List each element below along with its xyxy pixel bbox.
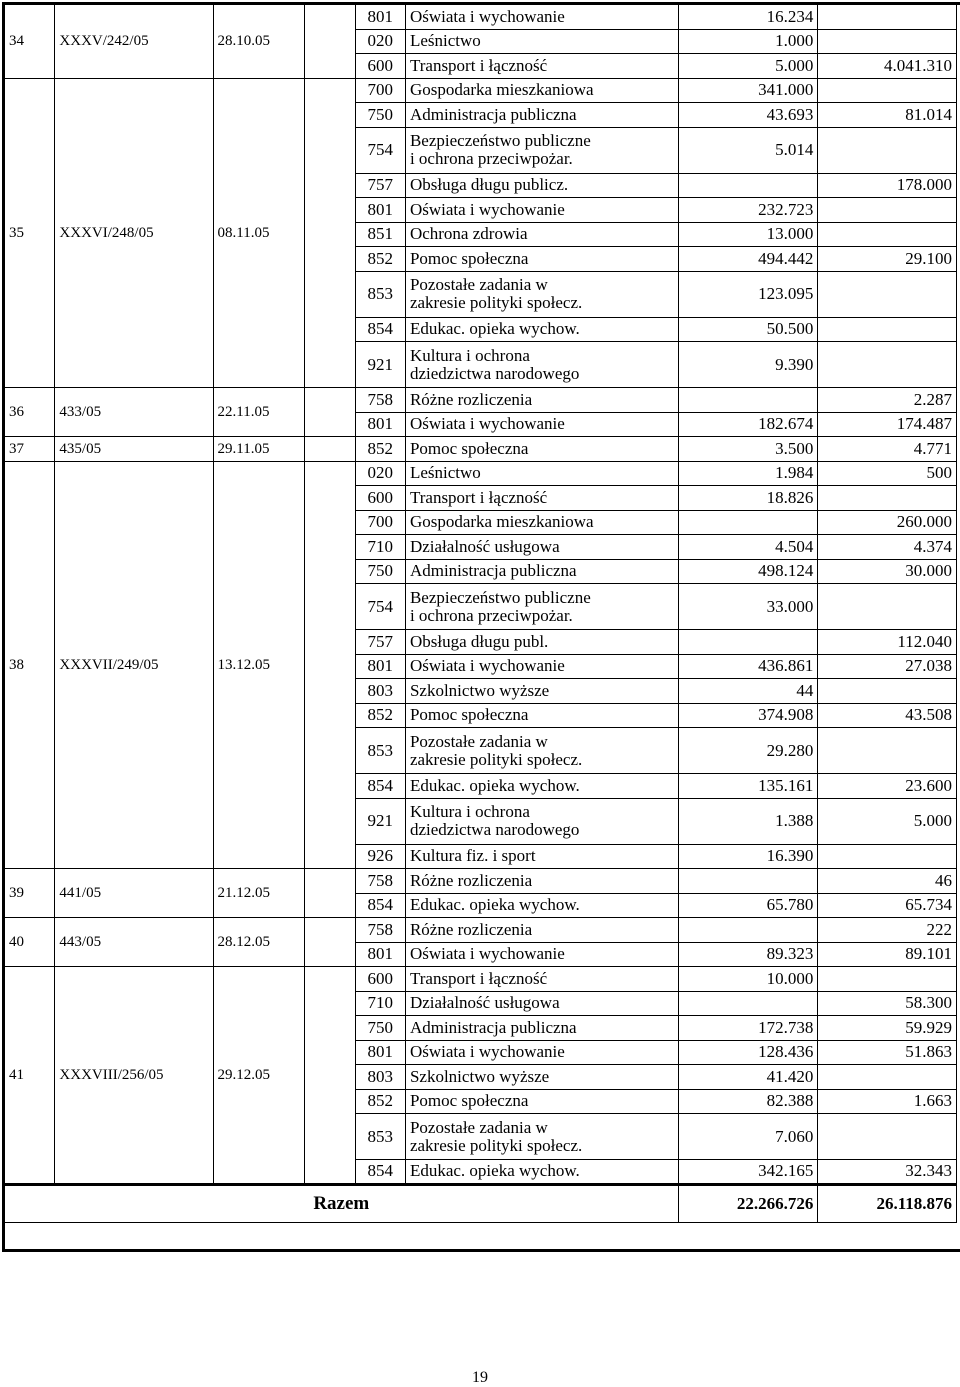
- table-row: [5, 437, 957, 462]
- section-name: [405, 222, 678, 247]
- section-name-line: Oświata i wychowanie: [409, 414, 565, 434]
- decrease-amount: 494.442: [678, 247, 818, 272]
- decrease-amount: 50.500: [678, 317, 818, 342]
- section-name: [405, 510, 678, 535]
- section-name-line: Pomoc społeczna: [409, 438, 529, 458]
- section-name: [405, 679, 678, 704]
- increase-amount: 59.929: [818, 1016, 957, 1041]
- decrease-amount: 89.323: [678, 942, 818, 967]
- increase-amount: [818, 342, 957, 388]
- section-code: 926: [355, 844, 405, 869]
- section-name-line-2: dziedzictwa narodowego: [409, 820, 580, 839]
- section-code: 801: [355, 412, 405, 437]
- decrease-amount: [678, 630, 818, 655]
- increase-amount: 4.374: [818, 535, 957, 560]
- section-name-line: Transport i łączność: [409, 487, 548, 507]
- increase-amount: 178.000: [818, 173, 957, 198]
- section-name-line: Oświata i wychowanie: [409, 199, 565, 219]
- summary-increases: 26.118.876: [818, 1184, 957, 1222]
- increase-amount: 46: [818, 869, 957, 894]
- increase-amount: 112.040: [818, 630, 957, 655]
- section-code: 852: [355, 1089, 405, 1114]
- section-name: [405, 271, 678, 317]
- section-name-line: Gospodarka mieszkaniowa: [409, 512, 594, 532]
- section-name: [405, 29, 678, 54]
- section-code: 758: [355, 869, 405, 894]
- section-name-line: Kultura fiz. i sport: [409, 846, 536, 866]
- section-code: 801: [355, 942, 405, 967]
- section-name-line: Leśnictwo: [409, 31, 481, 51]
- section-name: [405, 412, 678, 437]
- spacer-cell: [305, 461, 355, 869]
- section-name: [405, 703, 678, 728]
- section-code: 754: [355, 584, 405, 630]
- section-name: [405, 127, 678, 173]
- section-name: [405, 774, 678, 799]
- increase-amount: 89.101: [818, 942, 957, 967]
- section-name-line: Gospodarka mieszkaniowa: [409, 80, 594, 100]
- section-name: [405, 173, 678, 198]
- increase-amount: 5.000: [818, 798, 957, 844]
- section-name: [405, 559, 678, 584]
- increase-amount: 43.508: [818, 703, 957, 728]
- table-row: [5, 5, 957, 30]
- resolution-number: XXXVII/249/05: [55, 461, 213, 869]
- section-name: [405, 5, 678, 30]
- section-name: [405, 1160, 678, 1185]
- section-name-line: Ochrona zdrowia: [409, 224, 528, 244]
- section-name-line: Pozostałe zadania w: [409, 731, 548, 751]
- decrease-amount: 172.738: [678, 1016, 818, 1041]
- table-row: [5, 967, 957, 992]
- increase-amount: [818, 1065, 957, 1090]
- section-name-line: Leśnictwo: [409, 463, 481, 483]
- section-name: [405, 54, 678, 79]
- decrease-amount: 3.500: [678, 437, 818, 462]
- row-number: 37: [5, 437, 55, 462]
- section-code: 758: [355, 918, 405, 943]
- row-number: 39: [5, 869, 55, 918]
- section-name-line: Oświata i wychowanie: [409, 656, 565, 676]
- section-name-line-2: i ochrona przeciwpożar.: [409, 149, 573, 168]
- section-code: 700: [355, 78, 405, 103]
- resolution-number: 433/05: [55, 388, 213, 437]
- spacer-cell: [305, 388, 355, 437]
- section-code: 801: [355, 1040, 405, 1065]
- section-name: [405, 486, 678, 511]
- section-name-line: Pomoc społeczna: [409, 705, 529, 725]
- section-name: [405, 317, 678, 342]
- section-name-line-2: i ochrona przeciwpożar.: [409, 605, 573, 625]
- decrease-amount: 5.000: [678, 54, 818, 79]
- table-row: [5, 461, 957, 486]
- resolution-number: XXXVIII/256/05: [55, 967, 213, 1185]
- section-name-line: Działalność usługowa: [409, 536, 560, 556]
- budget-changes-table: [4, 4, 957, 1223]
- section-name-line: Różne rozliczenia: [409, 870, 533, 890]
- resolution-date: 29.11.05: [213, 437, 305, 462]
- section-name: [405, 918, 678, 943]
- section-code: 600: [355, 486, 405, 511]
- decrease-amount: 1.388: [678, 798, 818, 844]
- decrease-amount: 4.504: [678, 535, 818, 560]
- increase-amount: [818, 728, 957, 774]
- section-code: 852: [355, 703, 405, 728]
- section-name-line: Kultura i ochrona: [409, 802, 530, 821]
- decrease-amount: 436.861: [678, 654, 818, 679]
- section-name-line: Pozostałe zadania w: [409, 1117, 548, 1137]
- decrease-amount: 9.390: [678, 342, 818, 388]
- increase-amount: 23.600: [818, 774, 957, 799]
- increase-amount: 174.487: [818, 412, 957, 437]
- section-name-line: Edukac. opieka wychow.: [409, 319, 580, 339]
- section-code: 853: [355, 1114, 405, 1160]
- summary-label: Razem: [5, 1184, 679, 1222]
- section-code: 921: [355, 342, 405, 388]
- decrease-amount: 498.124: [678, 559, 818, 584]
- decrease-amount: 18.826: [678, 486, 818, 511]
- row-number: 35: [5, 78, 55, 388]
- resolution-date: 08.11.05: [213, 78, 305, 388]
- section-name: [405, 1040, 678, 1065]
- section-name: [405, 1065, 678, 1090]
- increase-amount: [818, 486, 957, 511]
- decrease-amount: [678, 388, 818, 413]
- resolution-number: XXXV/242/05: [55, 5, 213, 79]
- row-number: 40: [5, 918, 55, 967]
- section-name-line: Bezpieczeństwo publiczne: [409, 131, 591, 150]
- decrease-amount: [678, 991, 818, 1016]
- section-name-line: Administracja publiczna: [409, 561, 577, 581]
- section-name-line: Edukac. opieka wychow.: [409, 1161, 580, 1181]
- decrease-amount: 1.984: [678, 461, 818, 486]
- section-name: [405, 103, 678, 128]
- section-name-line: Administracja publiczna: [409, 104, 577, 124]
- decrease-amount: 123.095: [678, 271, 818, 317]
- section-name: [405, 584, 678, 630]
- section-name: [405, 991, 678, 1016]
- section-code: 020: [355, 29, 405, 54]
- increase-amount: [818, 679, 957, 704]
- resolution-date: 13.12.05: [213, 461, 305, 869]
- section-code: 852: [355, 437, 405, 462]
- section-code: 803: [355, 1065, 405, 1090]
- decrease-amount: 135.161: [678, 774, 818, 799]
- decrease-amount: 341.000: [678, 78, 818, 103]
- increase-amount: 2.287: [818, 388, 957, 413]
- section-name-line: Bezpieczeństwo publiczne: [409, 587, 591, 607]
- decrease-amount: 5.014: [678, 127, 818, 173]
- row-number: 41: [5, 967, 55, 1185]
- decrease-amount: 182.674: [678, 412, 818, 437]
- decrease-amount: [678, 869, 818, 894]
- section-code: 851: [355, 222, 405, 247]
- increase-amount: [818, 584, 957, 630]
- table-row: [5, 78, 957, 103]
- section-name: [405, 942, 678, 967]
- section-name-line: Edukac. opieka wychow.: [409, 895, 580, 915]
- spacer-cell: [305, 918, 355, 967]
- section-code: 757: [355, 630, 405, 655]
- section-name: [405, 437, 678, 462]
- summary-row: [5, 1184, 957, 1222]
- decrease-amount: 128.436: [678, 1040, 818, 1065]
- spacer-cell: [305, 869, 355, 918]
- resolution-date: 28.12.05: [213, 918, 305, 967]
- section-name: [405, 1016, 678, 1041]
- section-code: 600: [355, 54, 405, 79]
- section-code: 710: [355, 991, 405, 1016]
- section-code: 852: [355, 247, 405, 272]
- decrease-amount: 29.280: [678, 728, 818, 774]
- section-name-line: Oświata i wychowanie: [409, 6, 565, 26]
- increase-amount: 4.771: [818, 437, 957, 462]
- increase-amount: 51.863: [818, 1040, 957, 1065]
- decrease-amount: 10.000: [678, 967, 818, 992]
- section-code: 600: [355, 967, 405, 992]
- section-name: [405, 654, 678, 679]
- section-name-line: Administracja publiczna: [409, 1017, 577, 1037]
- resolution-number: 443/05: [55, 918, 213, 967]
- increase-amount: 222: [818, 918, 957, 943]
- section-name: [405, 461, 678, 486]
- decrease-amount: 16.390: [678, 844, 818, 869]
- increase-amount: [818, 271, 957, 317]
- decrease-amount: 65.780: [678, 893, 818, 918]
- section-name-line: Działalność usługowa: [409, 993, 560, 1013]
- section-name: [405, 1114, 678, 1160]
- section-code: 750: [355, 559, 405, 584]
- section-name-line: Pozostałe zadania w: [409, 275, 548, 294]
- section-code: 758: [355, 388, 405, 413]
- increase-amount: 32.343: [818, 1160, 957, 1185]
- section-code: 801: [355, 5, 405, 30]
- section-name-line-2: zakresie polityki społecz.: [409, 749, 583, 769]
- section-name: [405, 728, 678, 774]
- section-name-line: Transport i łączność: [409, 968, 548, 988]
- section-name-line: Kultura i ochrona: [409, 345, 530, 365]
- increase-amount: [818, 198, 957, 223]
- section-code: 854: [355, 1160, 405, 1185]
- decrease-amount: 43.693: [678, 103, 818, 128]
- section-code: 803: [355, 679, 405, 704]
- section-name-line: Szkolnictwo wyższe: [409, 680, 550, 700]
- section-name-line: Obsługa długu publ.: [409, 631, 549, 651]
- decrease-amount: 82.388: [678, 1089, 818, 1114]
- row-number: 38: [5, 461, 55, 869]
- resolution-date: 29.12.05: [213, 967, 305, 1185]
- section-name-line: Transport i łączność: [409, 55, 548, 75]
- increase-amount: [818, 222, 957, 247]
- section-code: 921: [355, 798, 405, 844]
- decrease-amount: 374.908: [678, 703, 818, 728]
- increase-amount: [818, 127, 957, 173]
- section-code: 020: [355, 461, 405, 486]
- section-name: [405, 630, 678, 655]
- increase-amount: [818, 29, 957, 54]
- page-number: 19: [472, 1369, 488, 1386]
- increase-amount: [818, 844, 957, 869]
- section-name-line: Różne rozliczenia: [409, 389, 533, 409]
- increase-amount: 65.734: [818, 893, 957, 918]
- table-row: [5, 388, 957, 413]
- section-name-line: Oświata i wychowanie: [409, 1042, 565, 1062]
- spacer-cell: [305, 78, 355, 388]
- spacer-cell: [305, 437, 355, 462]
- increase-amount: [818, 317, 957, 342]
- spacer-cell: [305, 5, 355, 79]
- decrease-amount: 1.000: [678, 29, 818, 54]
- section-name: [405, 798, 678, 844]
- decrease-amount: 13.000: [678, 222, 818, 247]
- section-name-line: Oświata i wychowanie: [409, 944, 565, 964]
- section-code: 853: [355, 728, 405, 774]
- section-name-line: Pomoc społeczna: [409, 248, 529, 268]
- decrease-amount: [678, 173, 818, 198]
- decrease-amount: 16.234: [678, 5, 818, 30]
- section-code: 710: [355, 535, 405, 560]
- section-name-line: Szkolnictwo wyższe: [409, 1066, 550, 1086]
- resolution-number: 441/05: [55, 869, 213, 918]
- decrease-amount: 41.420: [678, 1065, 818, 1090]
- section-name: [405, 869, 678, 894]
- decrease-amount: 33.000: [678, 584, 818, 630]
- increase-amount: 27.038: [818, 654, 957, 679]
- increase-amount: 1.663: [818, 1089, 957, 1114]
- increase-amount: 29.100: [818, 247, 957, 272]
- increase-amount: 30.000: [818, 559, 957, 584]
- section-code: 757: [355, 173, 405, 198]
- increase-amount: [818, 5, 957, 30]
- section-name-line: Obsługa długu publicz.: [409, 175, 569, 195]
- section-name-line-2: dziedzictwa narodowego: [409, 363, 580, 383]
- section-code: 801: [355, 198, 405, 223]
- increase-amount: 4.041.310: [818, 54, 957, 79]
- table-row: [5, 869, 957, 894]
- section-name: [405, 1089, 678, 1114]
- section-code: 801: [355, 654, 405, 679]
- section-name: [405, 247, 678, 272]
- section-name: [405, 78, 678, 103]
- section-code: 754: [355, 127, 405, 173]
- resolution-date: 21.12.05: [213, 869, 305, 918]
- section-code: 700: [355, 510, 405, 535]
- resolution-number: 435/05: [55, 437, 213, 462]
- section-code: 854: [355, 317, 405, 342]
- increase-amount: [818, 78, 957, 103]
- decrease-amount: [678, 918, 818, 943]
- section-code: 854: [355, 774, 405, 799]
- decrease-amount: 44: [678, 679, 818, 704]
- decrease-amount: 232.723: [678, 198, 818, 223]
- table-row: [5, 918, 957, 943]
- section-name-line: Edukac. opieka wychow.: [409, 775, 580, 795]
- section-name-line-2: zakresie polityki społecz.: [409, 1135, 583, 1155]
- resolution-date: 22.11.05: [213, 388, 305, 437]
- section-name: [405, 893, 678, 918]
- spacer-cell: [305, 967, 355, 1185]
- section-name: [405, 844, 678, 869]
- increase-amount: [818, 1114, 957, 1160]
- section-code: 853: [355, 271, 405, 317]
- section-name: [405, 198, 678, 223]
- resolution-number: XXXVI/248/05: [55, 78, 213, 388]
- section-name-line: Pomoc społeczna: [409, 1091, 529, 1111]
- summary-decreases: 22.266.726: [678, 1184, 818, 1222]
- section-name-line: Różne rozliczenia: [409, 919, 533, 939]
- section-name: [405, 342, 678, 388]
- decrease-amount: 7.060: [678, 1114, 818, 1160]
- row-number: 34: [5, 5, 55, 79]
- increase-amount: 500: [818, 461, 957, 486]
- section-name: [405, 967, 678, 992]
- increase-amount: 58.300: [818, 991, 957, 1016]
- section-code: 750: [355, 103, 405, 128]
- section-name: [405, 535, 678, 560]
- section-code: 854: [355, 893, 405, 918]
- increase-amount: 81.014: [818, 103, 957, 128]
- row-number: 36: [5, 388, 55, 437]
- decrease-amount: [678, 510, 818, 535]
- decrease-amount: 342.165: [678, 1160, 818, 1185]
- section-code: 750: [355, 1016, 405, 1041]
- section-name: [405, 388, 678, 413]
- increase-amount: [818, 967, 957, 992]
- resolution-date: 28.10.05: [213, 5, 305, 79]
- increase-amount: 260.000: [818, 510, 957, 535]
- section-name-line-2: zakresie polityki społecz.: [409, 293, 583, 312]
